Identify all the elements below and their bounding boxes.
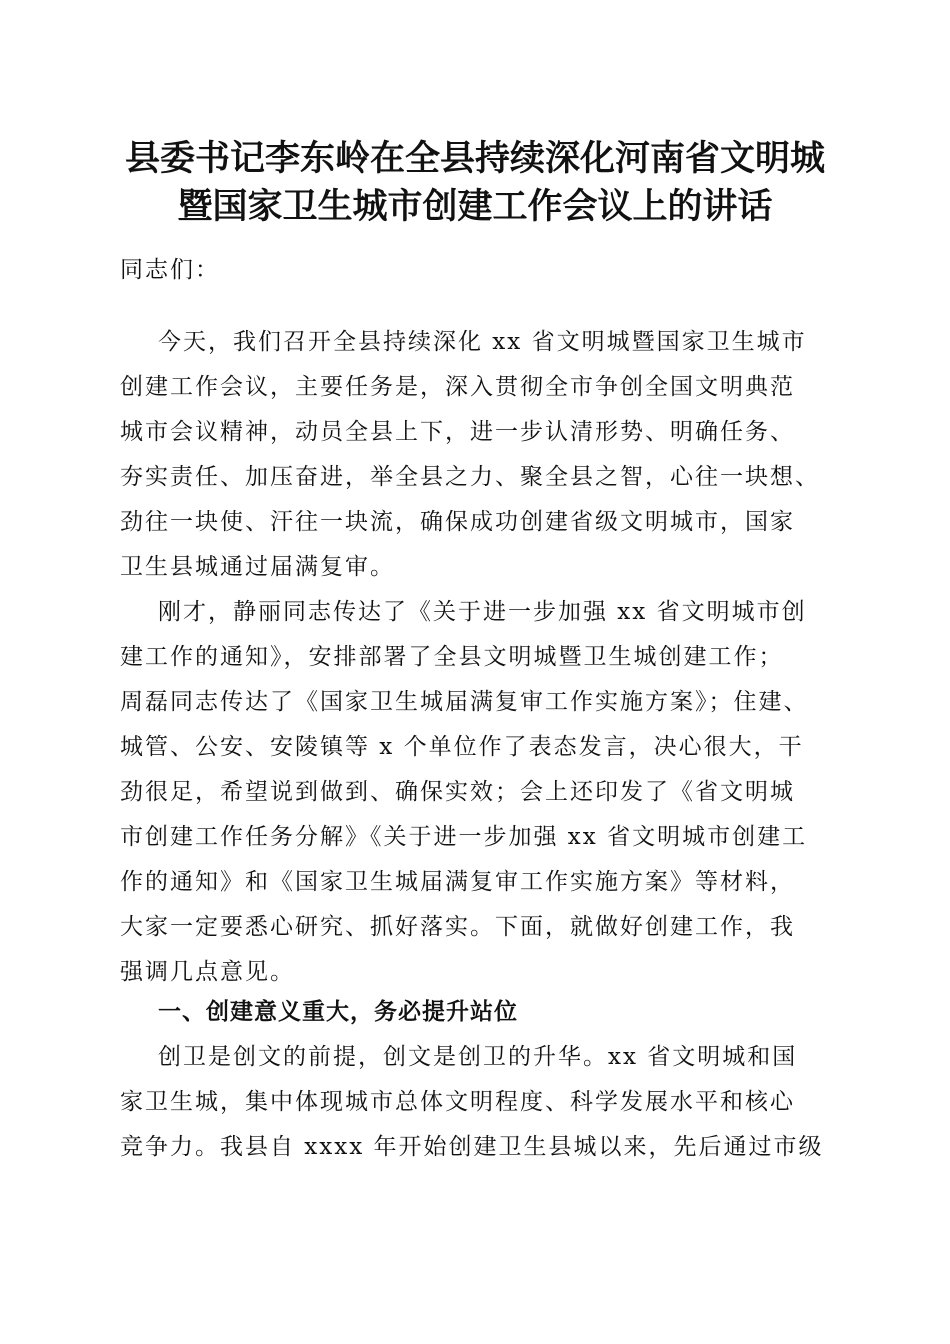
paragraph-1-line-5: 劲往一块使、汗往一块流，确保成功创建省级文明城市，国家 [120, 509, 795, 535]
paragraph-3-line-3: 竞争力。我县自 xxxx 年开始创建卫生县城以来，先后通过市级 [120, 1134, 824, 1160]
document-title-line-2: 暨国家卫生城市创建工作会议上的讲话 [177, 186, 773, 227]
paragraph-2-line-6: 市创建工作任务分解》《关于进一步加强 xx 省文明城市创建工 [120, 824, 808, 850]
paragraph-2-line-7: 作的通知》和《国家卫生城届满复审工作实施方案》等材料， [120, 869, 795, 895]
paragraph-1-line-4: 夯实责任、加压奋进，举全县之力、聚全县之智，心往一块想、 [120, 464, 820, 490]
document-title-line-1: 县委书记李东岭在全县持续深化河南省文明城 [124, 138, 825, 179]
paragraph-1-line-2: 创建工作会议，主要任务是，深入贯彻全市争创全国文明典范 [120, 374, 795, 400]
paragraph-3-line-2: 家卫生城，集中体现城市总体文明程度、科学发展水平和核心 [120, 1089, 795, 1115]
paragraph-3-line-1: 创卫是创文的前提，创文是创卫的升华。xx 省文明城和国 [158, 1044, 798, 1070]
paragraph-2-line-8: 大家一定要悉心研究、抓好落实。下面，就做好创建工作，我 [120, 914, 795, 940]
paragraph-2-line-4: 城管、公安、安陵镇等 x 个单位作了表态发言，决心很大，干 [120, 734, 804, 760]
paragraph-2-line-5: 劲很足，希望说到做到、确保实效；会上还印发了《省文明城 [120, 779, 795, 805]
paragraph-1-line-6: 卫生县城通过届满复审。 [120, 554, 395, 580]
paragraph-2-line-2: 建工作的通知》，安排部署了全县文明城暨卫生城创建工作； [120, 644, 784, 670]
paragraph-2-line-9: 强调几点意见。 [120, 959, 295, 985]
paragraph-1-line-3: 城市会议精神，动员全县上下，进一步认清形势、明确任务、 [120, 419, 795, 445]
paragraph-2-line-1: 刚才，静丽同志传达了《关于进一步加强 xx 省文明城市创 [158, 599, 807, 625]
section-heading-1: 一、创建意义重大，务必提升站位 [158, 999, 518, 1025]
paragraph-1-line-1: 今天，我们召开全县持续深化 xx 省文明城暨国家卫生城市 [158, 329, 807, 355]
salutation: 同志们： [120, 257, 220, 283]
paragraph-2-line-3: 周磊同志传达了《国家卫生城届满复审工作实施方案》；住建、 [120, 689, 809, 715]
